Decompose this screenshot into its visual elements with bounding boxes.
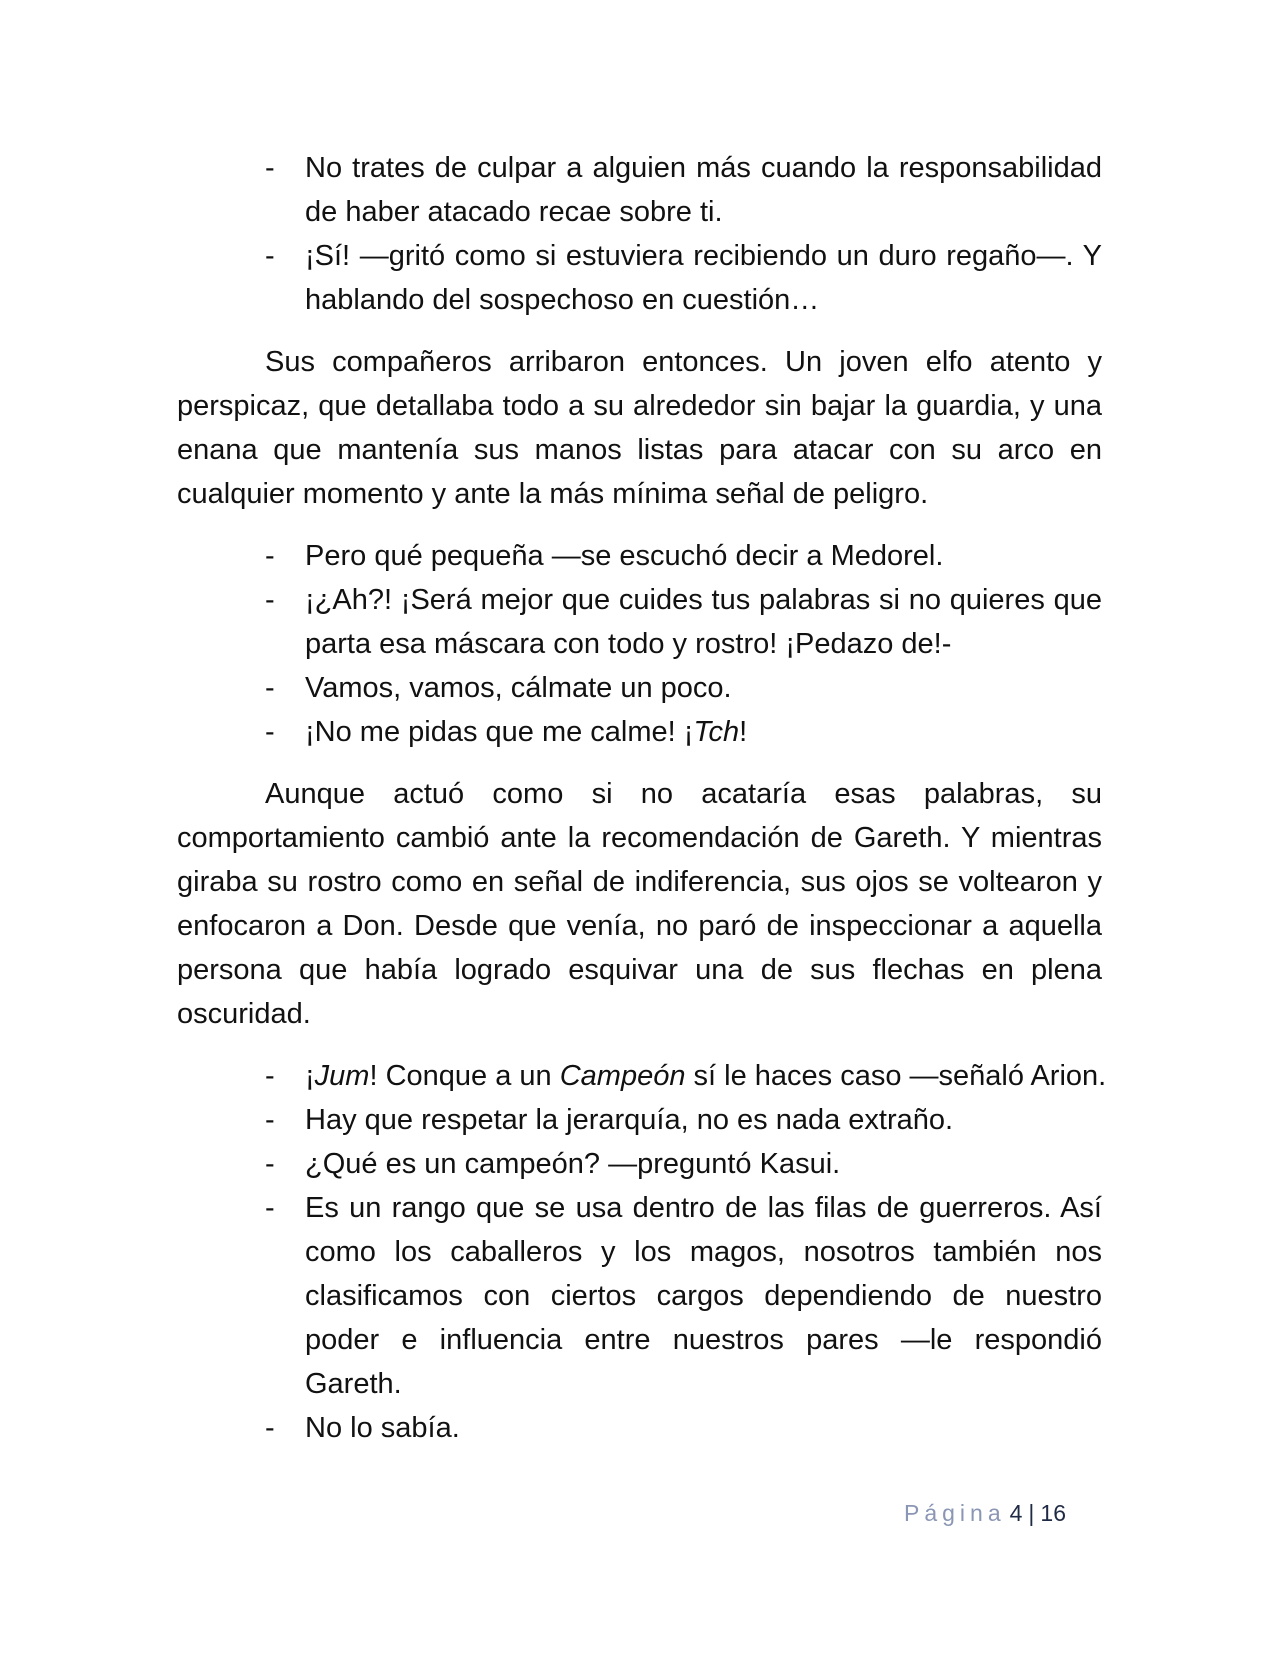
dialogue-list-1 [177,146,1102,322]
page-separator: | [1028,1500,1035,1526]
dash-marker: - [265,240,275,272]
dialogue-line: - No trates de culpar a alguien más cuando la responsabilidad de haber atacado recae sobre ti. [177,146,1102,234]
dash-marker: - [265,1148,275,1180]
dash-marker: - [265,1192,275,1224]
page-number: 4 [1009,1500,1023,1526]
narrative-paragraph-2: Aunque actuó como si no acataría esas palabras, su comportamiento cambió ante la recomendación de Gareth. Y mientras giraba su rostro como en señal de indiferencia, sus ojos se voltearon y enfocaron a Don. Desde que venía, no paró de inspeccionar a aquella persona que había logrado esquivar una de sus flechas en plena oscuridad. [177,778,1102,1030]
dialogue-line: - ¡Sí! —gritó como si estuviera recibiendo un duro regaño—. Y hablando del sospechoso en cuestión… [177,234,1102,322]
page-label: Página [904,1500,1006,1526]
dash-marker: - [265,152,275,184]
dialogue-line: - ¿Qué es un campeón? —preguntó Kasui. [177,1142,1102,1186]
dialogue-list-2 [177,534,1102,754]
dash-marker: - [265,716,275,748]
dialogue-list-3 [177,1054,1107,1450]
page-total: 16 [1040,1500,1066,1526]
narrative-paragraph-1: Sus compañeros arribaron entonces. Un joven elfo atento y perspicaz, que detallaba todo a su alrededor sin bajar la guardia, y una enana que mantenía sus manos listas para atacar con su arco en cualquier momento y ante la más mínima señal de peligro. [177,346,1102,510]
dialogue-line: - ¡¿Ah?! ¡Será mejor que cuides tus palabras si no quieres que parta esa máscara con todo y rostro! ¡Pedazo de!- [177,578,1102,666]
dialogue-line: - Vamos, vamos, cálmate un poco. [177,666,1102,710]
dash-marker: - [265,1412,275,1444]
dialogue-line: - Hay que respetar la jerarquía, no es nada extraño. [177,1098,1102,1142]
dialogue-line: - No lo sabía. [177,1406,1102,1450]
dash-marker: - [265,540,275,572]
page-footer [904,1500,1066,1527]
dash-marker: - [265,1060,275,1092]
page-body [177,146,1107,1450]
dialogue-line: - ¡Jum! Conque a un Campeón sí le haces caso —señaló Arion. [177,1054,1102,1098]
dialogue-line: - Es un rango que se usa dentro de las filas de guerreros. Así como los caballeros y los magos, nosotros también nos clasificamos con ciertos cargos dependiendo de nuestro poder e influencia entre nuestros pares —le respondió Gareth. [177,1186,1102,1406]
dialogue-line: - Pero qué pequeña —se escuchó decir a Medorel. [177,534,1102,578]
dash-marker: - [265,1104,275,1136]
dialogue-line: - ¡No me pidas que me calme! ¡Tch! [177,710,1102,754]
dash-marker: - [265,584,275,616]
dash-marker: - [265,672,275,704]
